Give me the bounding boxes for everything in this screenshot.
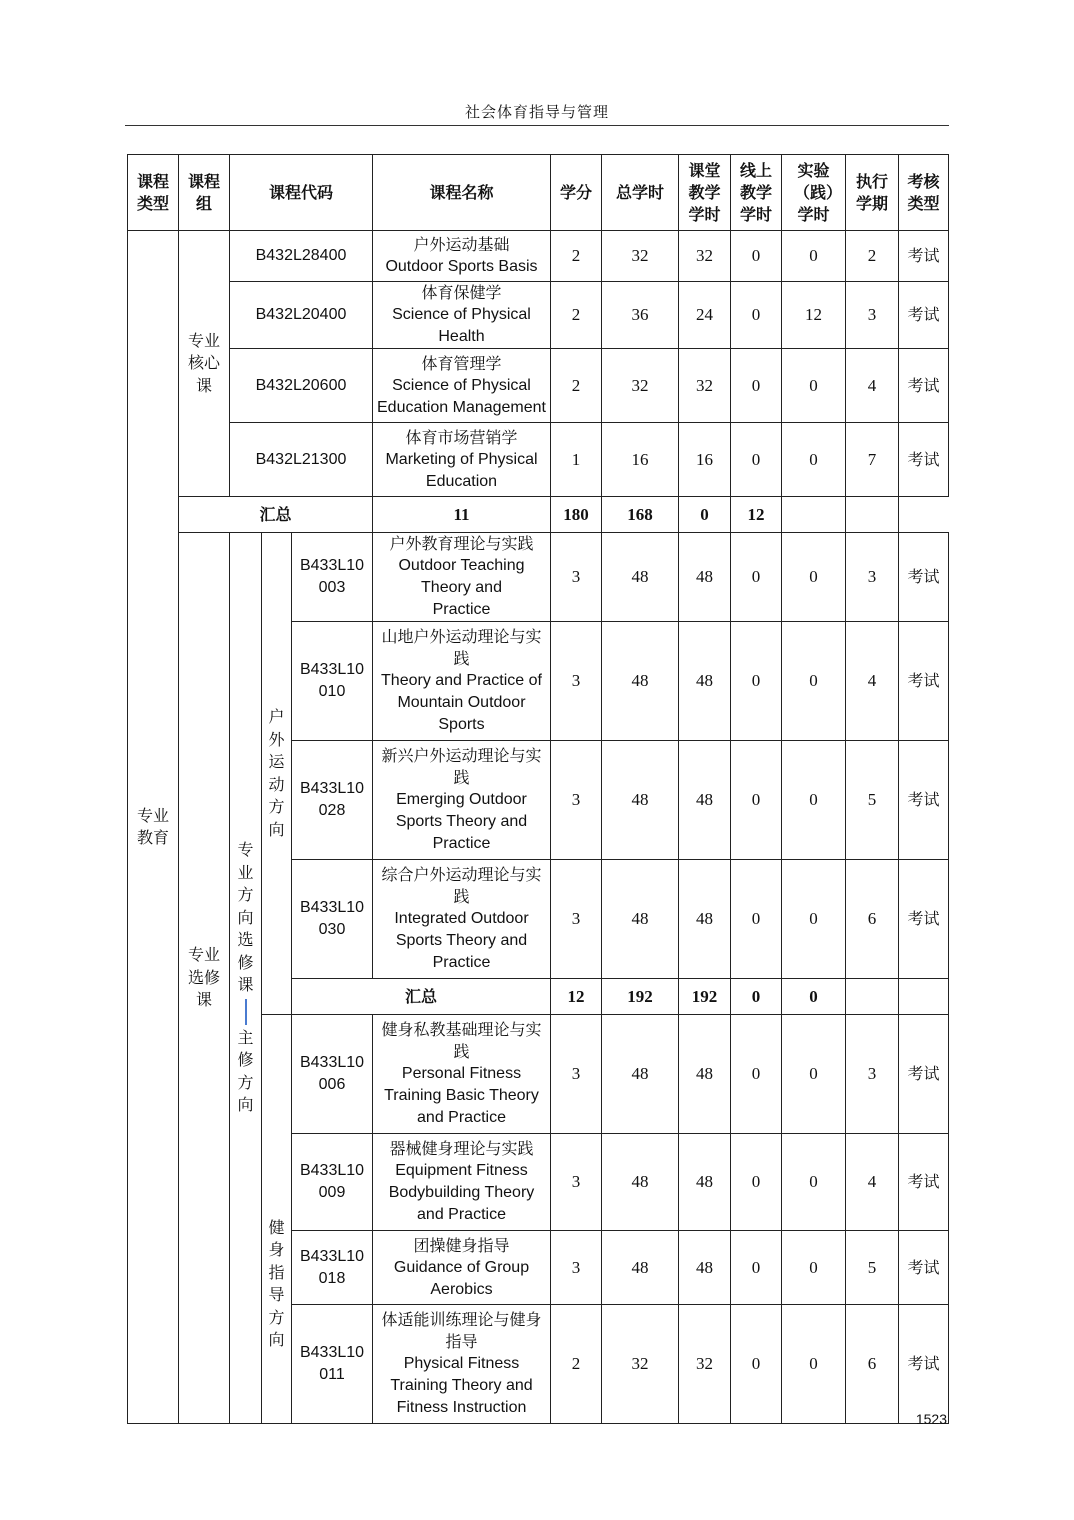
course-name: 新兴户外运动理论与实践 Emerging Outdoor Sports Theory and Practice [373,741,551,860]
col-header-course-name: 课程名称 [373,155,551,231]
course-name: 健身私教基础理论与实践 Personal Fitness Training Basic Theory and Practice [373,1015,551,1134]
class-hours: 48 [679,533,731,622]
course-code: B432L28400 [230,231,373,282]
page-number: 1523 [915,1411,947,1427]
col-header-lab-hours: 实验（践）学时 [782,155,846,231]
course-code: B433L10 009 [292,1134,373,1231]
lab-hours: 0 [782,1015,846,1134]
course-name: 综合户外运动理论与实践 Integrated Outdoor Sports Theory and Practice [373,860,551,979]
lab-hours: 0 [782,423,846,497]
semester: 4 [846,1134,899,1231]
col-header-total-hours: 总学时 [602,155,679,231]
credits: 3 [551,1231,602,1305]
summary-total-hours: 192 [602,979,679,1015]
credits: 1 [551,423,602,497]
summary-assessment-empty [899,979,949,1015]
course-code: B433L10 003 [292,533,373,622]
lab-hours: 0 [782,349,846,423]
total-hours: 36 [602,282,679,349]
col-header-semester: 执行学期 [846,155,899,231]
assessment-type: 考试 [899,231,949,282]
core-group-cell: 专业核心课 [179,231,230,497]
class-hours: 24 [679,282,731,349]
course-name: 器械健身理论与实践 Equipment Fitness Bodybuilding Theory and Practice [373,1134,551,1231]
lab-hours: 0 [782,622,846,741]
summary-assessment-empty [846,497,899,533]
credits: 2 [551,282,602,349]
semester: 6 [846,860,899,979]
curriculum-table [127,154,949,1424]
subgroup-label-bottom: 主修方向 [237,1027,254,1115]
class-hours: 16 [679,423,731,497]
online-hours: 0 [731,282,782,349]
semester: 3 [846,282,899,349]
table-row [128,533,949,622]
course-code: B432L21300 [230,423,373,497]
credits: 3 [551,1134,602,1231]
course-code: B433L10 018 [292,1231,373,1305]
summary-online-hours: 0 [679,497,731,533]
summary-semester-empty [846,979,899,1015]
page-header-title: 社会体育指导与管理 [464,103,609,121]
semester: 4 [846,622,899,741]
class-hours: 48 [679,741,731,860]
summary-credits: 11 [373,497,551,533]
total-hours: 48 [602,1134,679,1231]
total-hours: 48 [602,741,679,860]
semester: 3 [846,1015,899,1134]
assessment-type: 考试 [899,1305,949,1424]
assessment-type: 考试 [899,622,949,741]
online-hours: 0 [731,860,782,979]
assessment-type: 考试 [899,1015,949,1134]
header-divider [125,125,949,126]
semester: 2 [846,231,899,282]
table-row [128,349,949,423]
class-hours: 32 [679,1305,731,1424]
class-hours: 48 [679,1015,731,1134]
course-name: 体育管理学 Science of Physical Education Management [373,349,551,423]
summary-online-hours: 0 [731,979,782,1015]
subgroup-label-top: 专业方向选修课 [237,840,254,995]
assessment-type: 考试 [899,1231,949,1305]
col-header-online-hours: 线上教学学时 [731,155,782,231]
course-type-cell: 专业教育 [128,231,179,1424]
total-hours: 48 [602,860,679,979]
vertical-dash [245,999,247,1025]
direction-cell-fitness: 健身指导方向 [262,1015,292,1424]
lab-hours: 0 [782,1305,846,1424]
elective-subgroup-cell [230,533,262,1424]
course-code: B432L20600 [230,349,373,423]
total-hours: 32 [602,1305,679,1424]
class-hours: 48 [679,1134,731,1231]
summary-row [128,497,949,533]
class-hours: 48 [679,622,731,741]
credits: 3 [551,860,602,979]
col-header-course-code: 课程代码 [230,155,373,231]
lab-hours: 12 [782,282,846,349]
online-hours: 0 [731,423,782,497]
semester: 5 [846,1231,899,1305]
lab-hours: 0 [782,1231,846,1305]
lab-hours: 0 [782,860,846,979]
online-hours: 0 [731,533,782,622]
course-name: 体育市场营销学 Marketing of Physical Education [373,423,551,497]
summary-semester-empty [782,497,846,533]
lab-hours: 0 [782,533,846,622]
col-header-credits: 学分 [551,155,602,231]
credits: 2 [551,349,602,423]
total-hours: 32 [602,349,679,423]
total-hours: 48 [602,1231,679,1305]
course-code: B433L10 006 [292,1015,373,1134]
credits: 3 [551,533,602,622]
course-code: B433L10 030 [292,860,373,979]
col-header-assessment: 考核类型 [899,155,949,231]
summary-class-hours: 168 [602,497,679,533]
summary-lab-hours: 12 [731,497,782,533]
credits: 3 [551,622,602,741]
table-row [128,282,949,349]
elective-group-cell: 专业选修课 [179,533,230,1424]
online-hours: 0 [731,231,782,282]
direction-cell-outdoor: 户外运动方向 [262,533,292,1015]
assessment-type: 考试 [899,423,949,497]
course-code: B433L10 010 [292,622,373,741]
course-code: B432L20400 [230,282,373,349]
online-hours: 0 [731,622,782,741]
table-row [128,423,949,497]
online-hours: 0 [731,1305,782,1424]
assessment-type: 考试 [899,533,949,622]
course-name: 山地户外运动理论与实践 Theory and Practice of Mountain Outdoor Sports [373,622,551,741]
semester: 4 [846,349,899,423]
online-hours: 0 [731,741,782,860]
assessment-type: 考试 [899,1134,949,1231]
total-hours: 32 [602,231,679,282]
assessment-type: 考试 [899,860,949,979]
summary-credits: 12 [551,979,602,1015]
semester: 7 [846,423,899,497]
lab-hours: 0 [782,741,846,860]
table-header-row [128,155,949,231]
credits: 2 [551,1305,602,1424]
course-name: 体适能训练理论与健身指导 Physical Fitness Training Theory and Fitness Instruction [373,1305,551,1424]
assessment-type: 考试 [899,282,949,349]
course-code: B433L10 011 [292,1305,373,1424]
summary-total-hours: 180 [551,497,602,533]
class-hours: 48 [679,1231,731,1305]
semester: 5 [846,741,899,860]
course-name: 户外教育理论与实践 Outdoor Teaching Theory and Practice [373,533,551,622]
online-hours: 0 [731,1134,782,1231]
col-header-course-type: 课程类型 [128,155,179,231]
summary-lab-hours: 0 [782,979,846,1015]
col-header-course-group: 课程组 [179,155,230,231]
lab-hours: 0 [782,231,846,282]
total-hours: 16 [602,423,679,497]
total-hours: 48 [602,622,679,741]
online-hours: 0 [731,1015,782,1134]
class-hours: 32 [679,231,731,282]
course-code: B433L10 028 [292,741,373,860]
assessment-type: 考试 [899,349,949,423]
online-hours: 0 [731,1231,782,1305]
col-header-class-hours: 课堂教学学时 [679,155,731,231]
online-hours: 0 [731,349,782,423]
lab-hours: 0 [782,1134,846,1231]
summary-label: 汇总 [292,979,551,1015]
assessment-type: 考试 [899,741,949,860]
semester: 3 [846,533,899,622]
total-hours: 48 [602,533,679,622]
credits: 2 [551,231,602,282]
summary-label: 汇总 [179,497,373,533]
course-name: 户外运动基础 Outdoor Sports Basis [373,231,551,282]
course-name: 团操健身指导 Guidance of Group Aerobics [373,1231,551,1305]
summary-class-hours: 192 [679,979,731,1015]
table-row [128,231,949,282]
class-hours: 32 [679,349,731,423]
credits: 3 [551,1015,602,1134]
semester: 6 [846,1305,899,1424]
class-hours: 48 [679,860,731,979]
total-hours: 48 [602,1015,679,1134]
credits: 3 [551,741,602,860]
course-name: 体育保健学 Science of Physical Health [373,282,551,349]
